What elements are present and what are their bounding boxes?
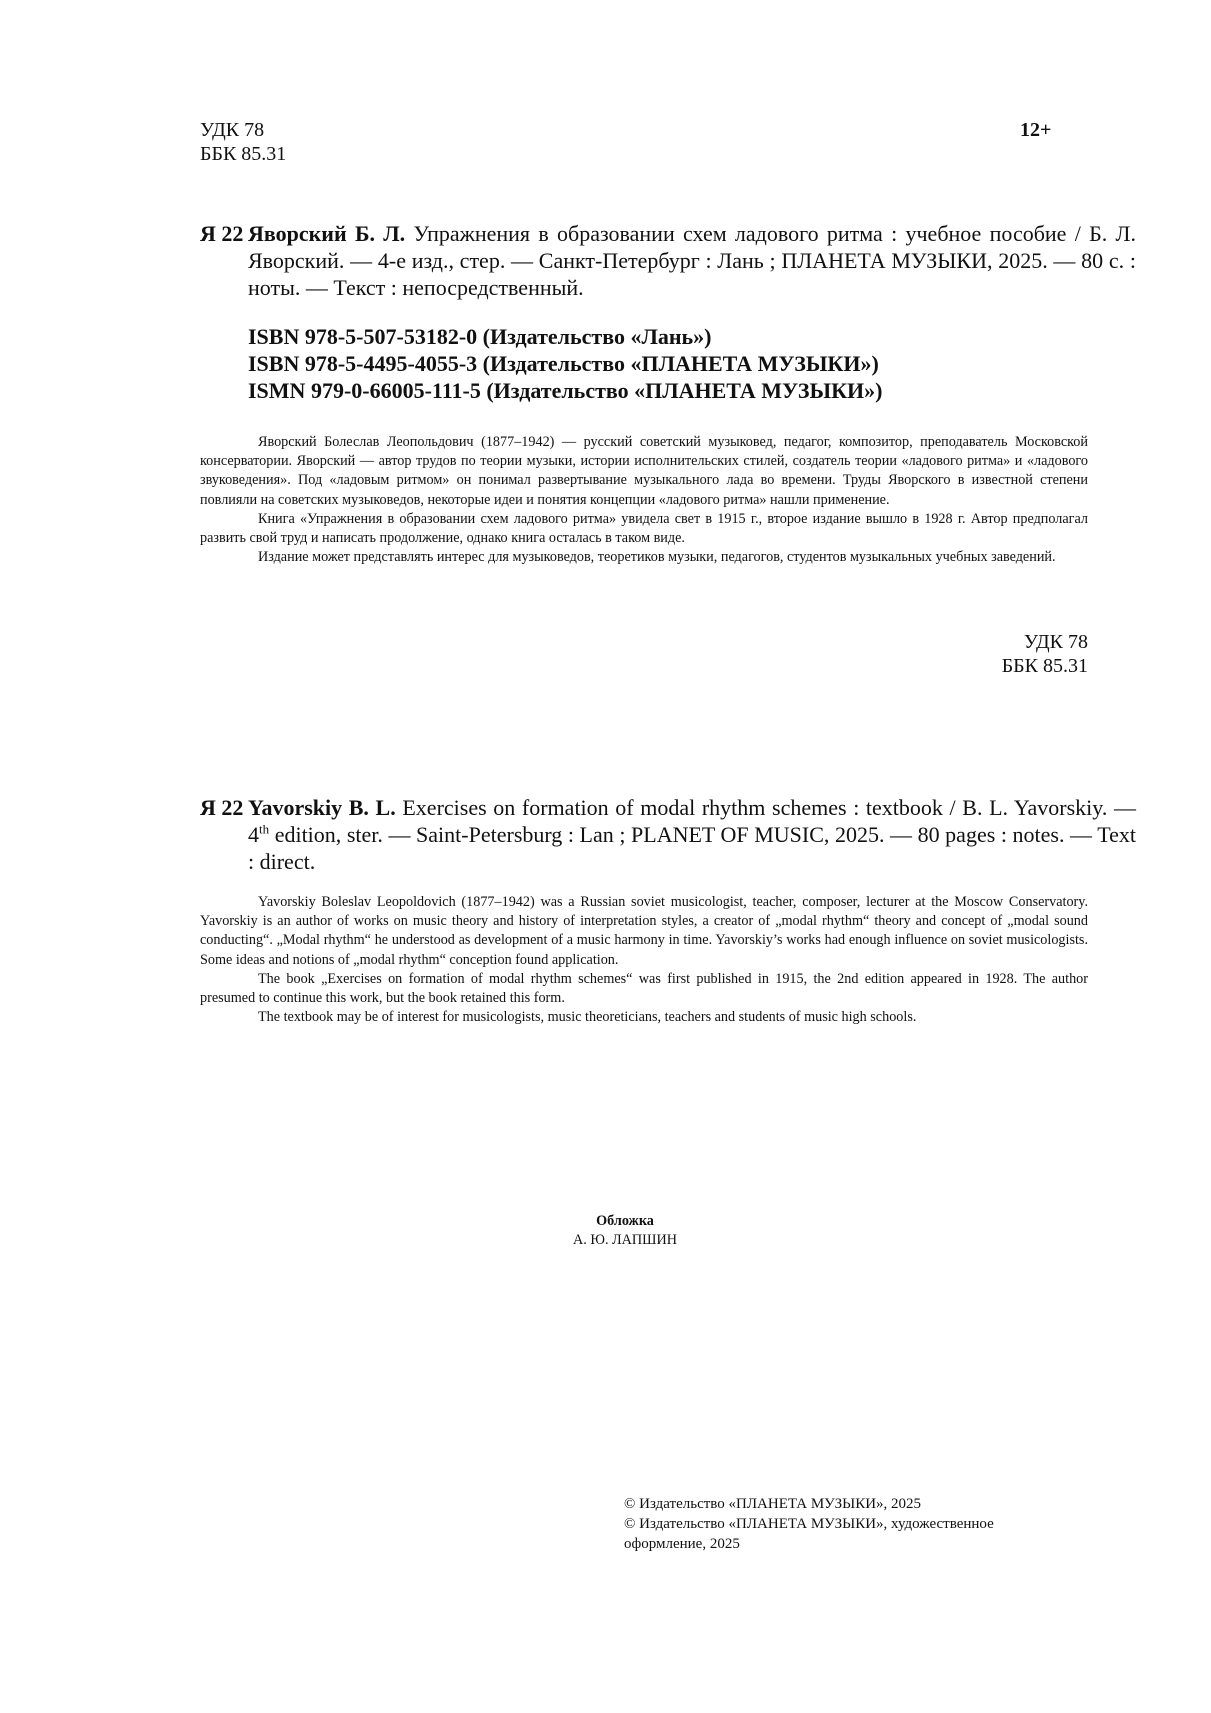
bbk-code: ББК 85.31 (1001, 655, 1088, 677)
annotation-paragraph: Издание может представлять интерес для музыковедов, теоретиков музыки, педагогов, студентов музыкальных учебных заведений. (258, 549, 1056, 566)
right-classification (880, 630, 1088, 678)
en-entry-text: Exercises on formation of modal rhythm schemes : textbook / B. L. Yavorskiy. — 4 (248, 795, 1136, 847)
ru-bibliographic-entry (200, 220, 1136, 301)
bbk-code: ББК 85.31 (200, 143, 287, 165)
annotation-paragraph: Яворский Болеслав Леопольдович (1877–1942) — русский советский музыковед, педагог, композитор, преподаватель Московской консерватории. Яворский — автор трудов по теории музыки, истории исполнительских стилей, создатель теории «ладового ритма» и «ладового звуковедения». Под «ладовым ритмом» он понимал развертывание музыкального лада во времени. Труды Яворского в известной степени повлияли на советских музыковедов, некоторые идеи и понятия концепции «ладового ритма» нашли применение. (200, 434, 1088, 508)
annotation-paragraph: The textbook may be of interest for musicologists, music theoreticians, teachers and students of music high schools. (258, 1009, 917, 1026)
isbn-line: ISBN 978-5-4495-4055-3 (Издательство «ПЛАНЕТА МУЗЫКИ») (248, 351, 879, 376)
ru-author: Яворский Б. Л. (248, 221, 406, 246)
annotation-paragraph: Книга «Упражнения в образовании схем ладового ритма» увидела свет в 1915 г., второе издание вышло в 1928 г. Автор предполагал развить свой труд и написать продолжение, однако книга осталась в таком виде. (200, 510, 1088, 547)
ru-annotation (200, 433, 1088, 567)
en-entry-text-cont: edition, ster. — Saint-Petersburg : Lan ; PLANET OF MUSIC, 2025. — 80 pages : notes. — Text : direct. (248, 822, 1136, 874)
cover-credit (520, 1212, 730, 1250)
en-catalog-mark: Я 22 (200, 795, 244, 820)
udk-code: УДК 78 (1023, 631, 1088, 653)
isbn-line: ISBN 978-5-507-53182-0 (Издательство «Лань») (248, 324, 712, 349)
en-annotation (200, 893, 1088, 1027)
udk-code: УДК 78 (200, 119, 265, 141)
age-rating: 12+ (1020, 119, 1052, 141)
en-bibliographic-entry (200, 794, 1136, 875)
ordinal-suffix: th (259, 821, 270, 837)
ru-entry-text: Упражнения в образовании схем ладового ритма : учебное пособие / Б. Л. Яворский. — 4-е изд., стер. — Санкт-Петербург : Лань ; ПЛАНЕТА МУЗЫКИ, 2025. — 80 с. : ноты. — Текст : непосредственный. (248, 221, 1136, 300)
isbn-block (248, 323, 883, 404)
copyright-line: © Издательство «ПЛАНЕТА МУЗЫКИ», художественное оформление, 2025 (624, 1516, 994, 1552)
annotation-paragraph: Yavorskiy Boleslav Leopoldovich (1877–1942) was a Russian soviet musicologist, teacher, composer, lecturer at the Moscow Conservatory. Yavorskiy is an author of works on music theory and history of interpretation styles, a creator of „modal rhythm“ theory and concept of „modal sound conducting“. „Modal rhythm“ he understood as development of a music harmony in time. Yavorskiy’s works had enough influence on soviet musicologists. Some ideas and notions of „modal rhythm“ conception found application. (200, 894, 1088, 968)
cover-designer-name: А. Ю. ЛАПШИН (573, 1232, 677, 1249)
cover-credit-label: Обложка (596, 1213, 654, 1229)
en-author: Yavorskiy B. L. (248, 795, 396, 820)
header-classification (200, 118, 286, 166)
ismn-line: ISMN 979-0-66005-111-5 (Издательство «ПЛАНЕТА МУЗЫКИ») (248, 378, 883, 403)
copyright-block (624, 1494, 1064, 1554)
ru-catalog-mark: Я 22 (200, 221, 244, 246)
annotation-paragraph: The book „Exercises on formation of modal rhythm schemes“ was first published in 1915, the 2nd edition appeared in 1928. The author presumed to continue this work, but the book retained this form. (200, 970, 1088, 1007)
copyright-line: © Издательство «ПЛАНЕТА МУЗЫКИ», 2025 (624, 1496, 922, 1512)
